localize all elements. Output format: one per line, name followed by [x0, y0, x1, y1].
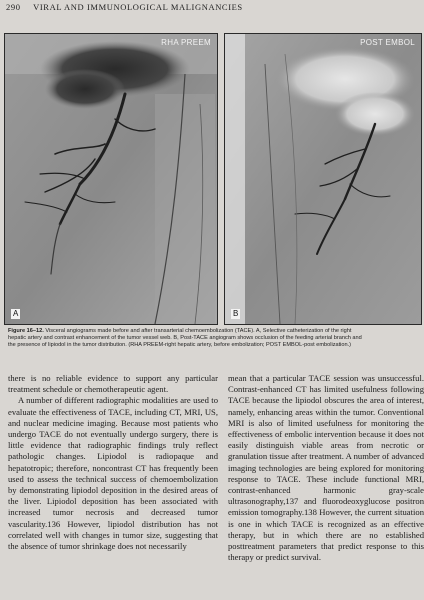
caption-text-1: Visceral angiograms made before and after transarterial chemoembolization (TACE). A, Selective catheterization of the right — [45, 328, 352, 334]
caption-line-3: the presence of lipiodol in the tumor distribution. (RHA PREEM-right hepatic artery, before embolization; POST EMBOL-post embolization.) — [8, 342, 352, 348]
panel-a-overlay-label: RHA PREEM — [161, 38, 211, 47]
page-number: 290 — [6, 2, 21, 12]
figure-caption — [8, 328, 424, 349]
running-title: VIRAL AND IMMUNOLOGICAL MALIGNANCIES — [33, 2, 243, 12]
angiogram-panel-b — [224, 33, 422, 325]
running-header — [6, 2, 424, 16]
caption-line-1 — [8, 328, 424, 335]
angiogram-panel-a — [4, 33, 218, 325]
panel-a-letter: A — [13, 309, 19, 318]
angiogram-image-b — [225, 34, 421, 324]
caption-line-2: hepatic artery and contrast enhancement of the tumor vessel web. B, Post-TACE angiogram shows occlusion of the feeding arterial branch and — [8, 335, 362, 341]
right-column — [228, 373, 424, 600]
angiogram-image-a — [5, 34, 217, 324]
panel-b-letter: B — [233, 309, 239, 318]
figure-number: Figure 16–12. — [8, 328, 44, 334]
right-paragraph-1: mean that a particular TACE session was unsuccessful. Contrast-enhanced CT has limited usefulness following TACE because the lipiodol obscures the area of interest, namely, enhancing areas within the tumor. Conventional MRI is also of limited usefulness for monitoring the effectiveness of embolic intervention because it does not easily distinguish viable areas from necrotic or granulation tissue after treatment. A number of advanced imaging technologies are being explored for monitoring response to TACE. These include functional MRI, contrast-enhanced harmonic gray-scale ultrasonography,137 and fluorodeoxyglucose positron emission tomography.138 However, the current situation is one in which TACE is recognized as an effective therapy, but in which there are no established posttreatment parameters that predict response to this therapy or predict survival. — [228, 373, 424, 563]
panel-b-overlay-label: POST EMBOL — [360, 38, 415, 47]
left-column — [8, 373, 218, 600]
left-paragraph-2: A number of different radiographic modalities are used to evaluate the effectiveness of TACE, including CT, MRI, US, and nuclear medicine imaging. Because most patients who undergo TACE do not eventually undergo surgery, there is little evidence that radiographic findings truly reflect pathologic changes. Lipiodol is radiopaque and hepatotropic; therefore, noncontrast CT has frequently been used to assess the technical success of chemoembolization by demonstrating lipiodol deposition in the desired areas of the liver. Lipiodol deposition has been associated with increased tumor necrosis and decreased tumor vascularity.136 However, lipiodol distribution has not correlated well with changes in tumor size, suggesting that the absence of tumor shrinkage does not necessarily — [8, 395, 218, 552]
left-paragraph-1: there is no reliable evidence to support any particular treatment schedule or chemotherapeutic agent. — [8, 373, 218, 395]
